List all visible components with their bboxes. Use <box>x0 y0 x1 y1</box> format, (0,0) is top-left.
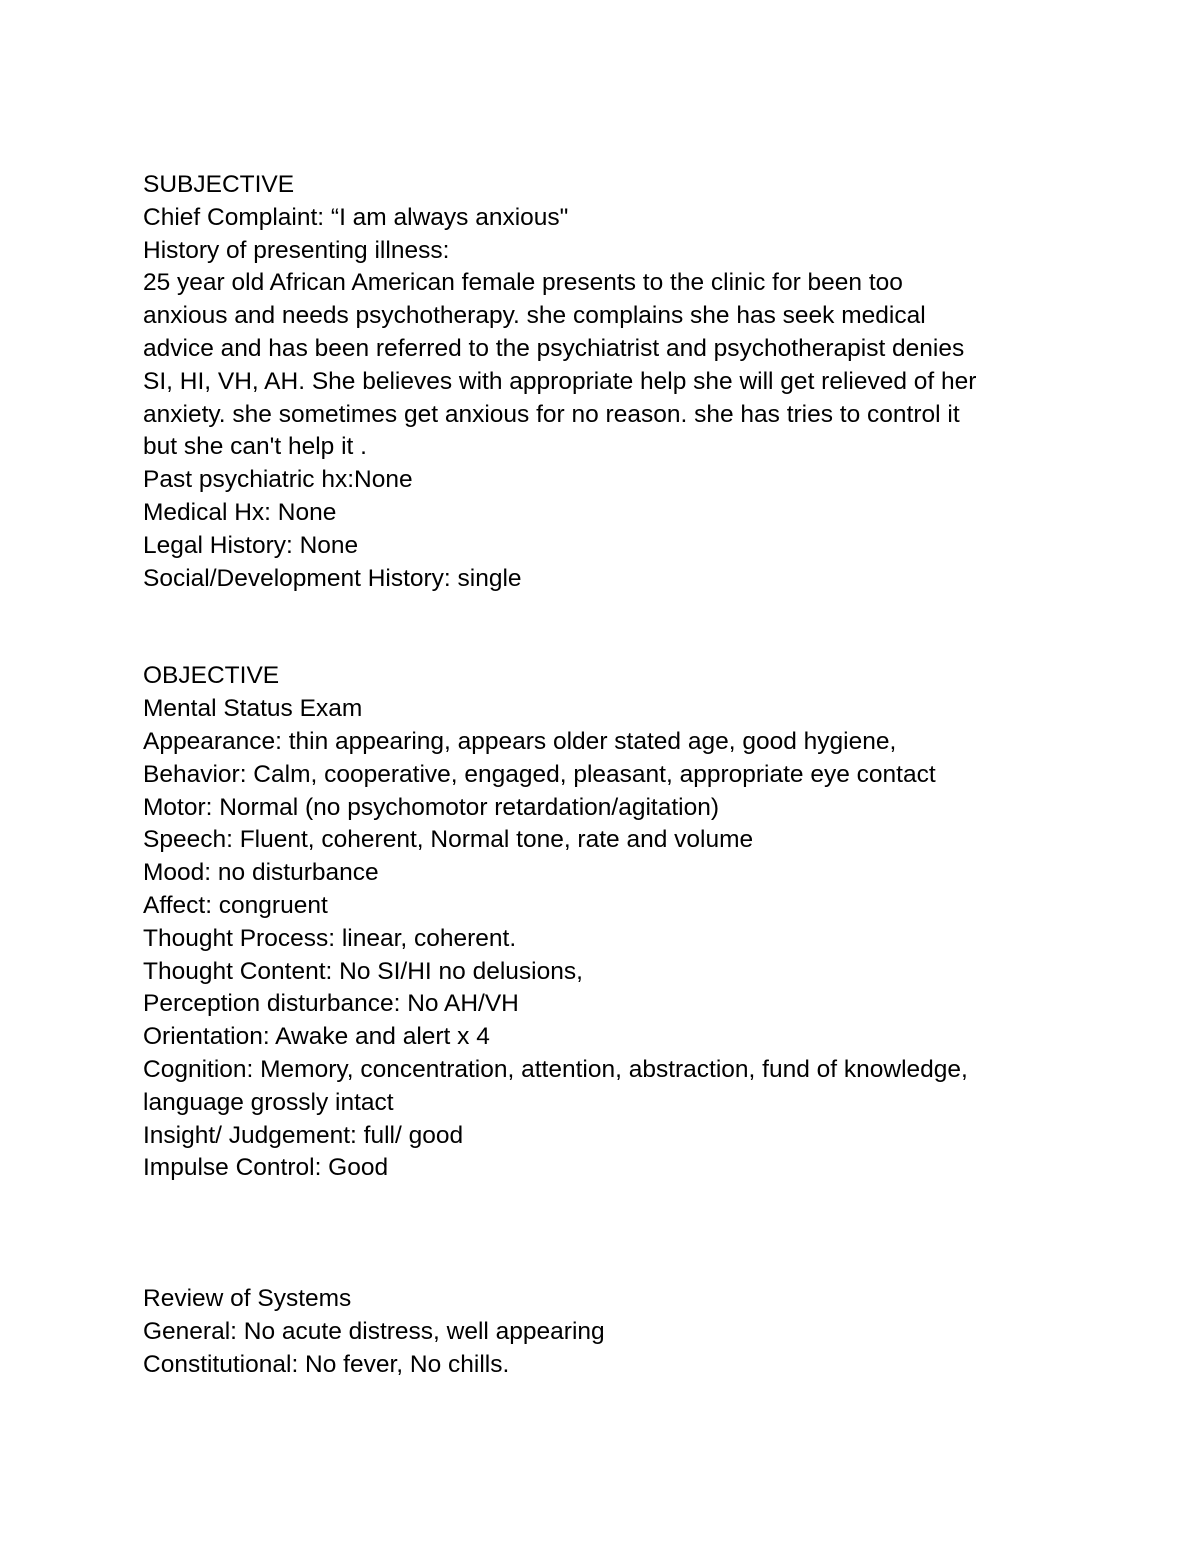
mse-appearance: Appearance: thin appearing, appears older stated age, good hygiene, <box>143 727 897 755</box>
ros-general: General: No acute distress, well appearing <box>143 1317 605 1345</box>
hpi-line: but she can't help it . <box>143 433 367 461</box>
mse-impulse-control: Impulse Control: Good <box>143 1154 389 1182</box>
mse-insight-judgement: Insight/ Judgement: full/ good <box>143 1121 464 1149</box>
hpi-line: 25 year old African American female presents to the clinic for been too <box>143 269 903 297</box>
mse-thought-process: Thought Process: linear, coherent. <box>143 924 517 952</box>
mse-behavior: Behavior: Calm, cooperative, engaged, pleasant, appropriate eye contact <box>143 760 936 788</box>
ros-heading: Review of Systems <box>143 1285 352 1313</box>
medical-history: Medical Hx: None <box>143 498 337 526</box>
mse-perception: Perception disturbance: No AH/VH <box>143 990 519 1018</box>
objective-section <box>143 660 1063 1185</box>
ros-constitutional: Constitutional: No fever, No chills. <box>143 1350 510 1378</box>
subjective-section <box>143 169 1063 595</box>
document-body <box>143 169 1063 1382</box>
hpi-line: SI, HI, VH, AH. She believes with appropriate help she will get relieved of her <box>143 367 977 395</box>
mse-title: Mental Status Exam <box>143 695 363 723</box>
social-history: Social/Development History: single <box>143 564 522 592</box>
section-spacer <box>143 595 1063 660</box>
past-psychiatric-history: Past psychiatric hx:None <box>143 466 413 494</box>
review-of-systems-section <box>143 1283 1063 1381</box>
mse-orientation: Orientation: Awake and alert x 4 <box>143 1023 490 1051</box>
mse-affect: Affect: congruent <box>143 891 328 919</box>
mse-cognition-continued: language grossly intact <box>143 1088 394 1116</box>
hpi-line: anxiety. she sometimes get anxious for no reason. she has tries to control it <box>143 400 960 428</box>
mse-cognition: Cognition: Memory, concentration, attention, abstraction, fund of knowledge, <box>143 1055 968 1083</box>
mse-mood: Mood: no disturbance <box>143 859 379 887</box>
objective-heading: OBJECTIVE <box>143 662 280 690</box>
mse-speech: Speech: Fluent, coherent, Normal tone, rate and volume <box>143 826 754 854</box>
mse-motor: Motor: Normal (no psychomotor retardation/agitation) <box>143 793 720 821</box>
hpi-line: anxious and needs psychotherapy. she complains she has seek medical <box>143 302 926 330</box>
mse-thought-content: Thought Content: No SI/HI no delusions, <box>143 957 583 985</box>
section-spacer <box>143 1185 1063 1283</box>
chief-complaint: Chief Complaint: “I am always anxious" <box>143 203 569 231</box>
hpi-line: advice and has been referred to the psychiatrist and psychotherapist denies <box>143 334 965 362</box>
hpi-label: History of presenting illness: <box>143 236 450 264</box>
subjective-heading: SUBJECTIVE <box>143 171 295 198</box>
legal-history: Legal History: None <box>143 531 359 559</box>
